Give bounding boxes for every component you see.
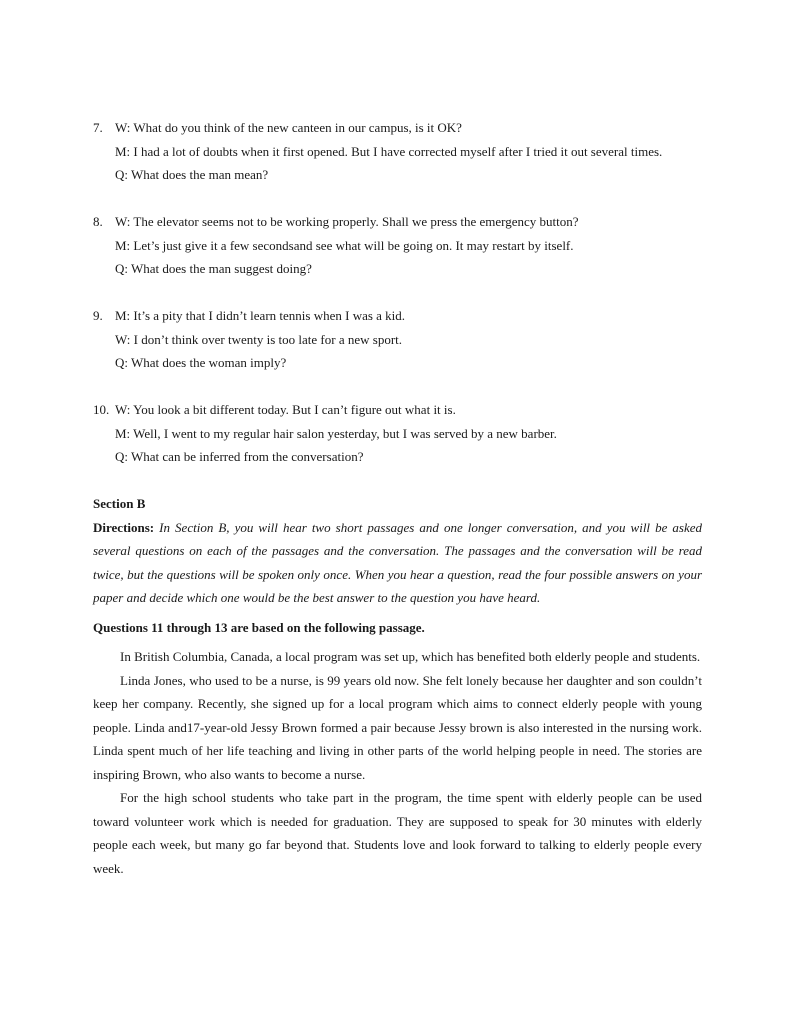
directions (93, 516, 702, 610)
question-number: 9. (93, 308, 103, 323)
directions-label: Directions: (93, 519, 155, 535)
question-10 (93, 398, 702, 469)
passage-heading: Questions 11 through 13 are based on the following passage. (93, 619, 425, 635)
question-number: 10. (93, 402, 110, 417)
question-7 (93, 116, 702, 187)
question-8 (93, 210, 702, 281)
dialogue-line: M: It’s a pity that I didn’t learn tennis when I was a kid. (115, 308, 406, 323)
passage-paragraph: For the high school students who take part in the program, the time spent with elderly people can be used toward volunteer work which is needed for graduation. They are supposed to speak for 30 minutes with elderly people each week, but many go far beyond that. Students love and look forward to talking to elderly people every week. (93, 790, 702, 876)
dialogue-line: W: You look a bit different today. But I can’t figure out what it is. (115, 402, 456, 417)
dialogue-line: W: I don’t think over twenty is too late for a new sport. (115, 331, 403, 347)
question-number: 7. (93, 120, 103, 135)
question-line: Q: What does the man mean? (115, 167, 269, 182)
passage-paragraph: Linda Jones, who used to be a nurse, is 99 years old now. She felt lonely because her daughter and son couldn’t keep her company. Recently, she signed up for a local program which aims to connect elderly people with young people. Linda and17-year-old Jessy Brown formed a pair because Jessy brown is also interested in the nursing work. Linda spent much of her life teaching and living in other parts of the world helping people in need. The stories are inspiring Brown, who also wants to become a nurse. (93, 672, 702, 782)
dialogue-line: M: Let’s just give it a few secondsand see what will be going on. It may restart by itself. (115, 237, 574, 253)
question-number: 8. (93, 214, 103, 229)
question-line: Q: What does the man suggest doing? (115, 261, 312, 276)
passage-paragraph: In British Columbia, Canada, a local program was set up, which has benefited both elderly people and students. (120, 649, 701, 664)
directions-text: In Section B, you will hear two short passages and one longer conversation, and you will be asked several questions on each of the passages and the conversation. The passages and the conversation will be read twice, but the questions will be spoken only once. When you hear a question, read the four possible answers on your paper and decide which one would be the best answer to the question you have heard. (93, 519, 702, 605)
question-9 (93, 304, 702, 375)
dialogue-line: M: Well, I went to my regular hair salon yesterday, but I was served by a new barber. (115, 425, 557, 441)
passage (93, 645, 702, 880)
dialogue-line: W: What do you think of the new canteen in our campus, is it OK? (115, 120, 462, 135)
section-title: Section B (93, 496, 146, 511)
dialogue-line: M: I had a lot of doubts when it first opened. But I have corrected myself after I tried it out several times. (115, 143, 663, 159)
question-line: Q: What can be inferred from the conversation? (115, 449, 364, 464)
question-line: Q: What does the woman imply? (115, 355, 287, 370)
dialogue-line: W: The elevator seems not to be working properly. Shall we press the emergency button? (115, 214, 579, 229)
